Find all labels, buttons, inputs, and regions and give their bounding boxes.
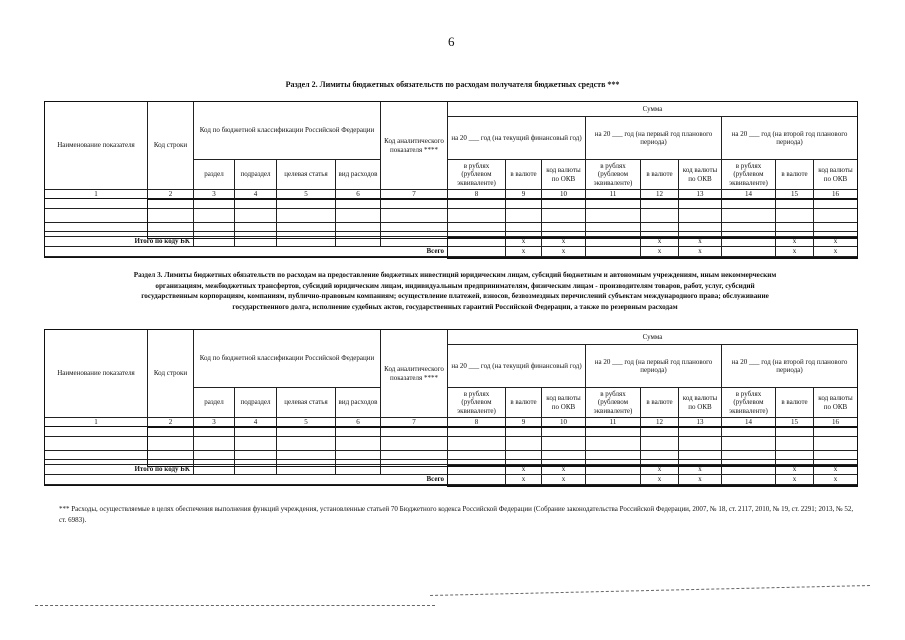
header-sum-sub: код валюты по ОКВ — [679, 160, 722, 190]
data-cell — [235, 465, 277, 475]
data-cell — [641, 209, 679, 223]
data-cell — [776, 437, 814, 451]
x-mark: x — [814, 475, 857, 485]
header-sum-sub: в рублях (рублевом эквиваленте) — [586, 388, 641, 418]
column-number: 6 — [336, 190, 381, 199]
data-cell — [448, 199, 506, 209]
data-cell — [381, 237, 448, 247]
header-sum-sub: код валюты по ОКВ — [679, 388, 722, 418]
header-bk-sub: вид расходов — [336, 388, 381, 418]
data-cell — [235, 437, 277, 451]
header-year: на 20 ___ год (на первый год планового периода) — [586, 345, 722, 388]
data-cell — [722, 209, 776, 223]
data-cell — [448, 237, 506, 247]
data-cell — [586, 451, 641, 460]
column-number: 13 — [679, 418, 722, 427]
header-year: на 20 ___ год (на второй год планового периода) — [722, 345, 857, 388]
header-analytic: Код аналитического показателя **** — [381, 330, 448, 418]
section-2-table — [44, 101, 858, 258]
data-cell — [776, 223, 814, 232]
data-cell — [148, 199, 194, 209]
data-cell — [542, 451, 586, 460]
x-mark: x — [506, 475, 542, 485]
data-cell — [506, 223, 542, 232]
total-bk-label: Итого по коду БК — [45, 465, 194, 475]
header-sum-sub: код валюты по ОКВ — [814, 160, 857, 190]
column-number: 12 — [641, 418, 679, 427]
data-cell — [776, 209, 814, 223]
data-cell — [336, 427, 381, 437]
header-sum-sub: код валюты по ОКВ — [542, 160, 586, 190]
column-number: 2 — [148, 190, 194, 199]
header-bk-sub: подраздел — [235, 388, 277, 418]
data-cell — [381, 199, 448, 209]
header-sum-sub: в рублях (рублевом эквиваленте) — [586, 160, 641, 190]
data-cell — [235, 427, 277, 437]
column-number: 6 — [336, 418, 381, 427]
data-cell — [336, 199, 381, 209]
header-name: Наименование показателя — [45, 102, 148, 190]
section-3-title-line: государственным корпорациям, компаниям, публично-правовым компаниям; осуществление платежей, взносов, безвозмездных перечислений субъектам международного права; обслуживание — [141, 292, 769, 300]
data-cell — [722, 223, 776, 232]
data-cell — [336, 237, 381, 247]
x-mark: x — [814, 237, 857, 247]
data-cell — [277, 465, 336, 475]
column-number: 4 — [235, 418, 277, 427]
data-cell — [45, 199, 148, 209]
x-mark: x — [641, 247, 679, 257]
x-mark: x — [641, 465, 679, 475]
data-cell — [448, 223, 506, 232]
total-all-label: Всего — [45, 475, 448, 485]
header-bk-sub: подраздел — [235, 160, 277, 190]
data-cell — [586, 247, 641, 257]
total-bk-label: Итого по коду БК — [45, 237, 194, 247]
data-cell — [45, 437, 148, 451]
data-cell — [679, 427, 722, 437]
x-mark: x — [679, 475, 722, 485]
data-cell — [448, 209, 506, 223]
column-number: 8 — [448, 190, 506, 199]
data-cell — [235, 451, 277, 460]
data-cell — [277, 209, 336, 223]
header-year: на 20 ___ год (на первый год планового периода) — [586, 117, 722, 160]
data-cell — [641, 451, 679, 460]
data-cell — [448, 437, 506, 451]
data-cell — [542, 223, 586, 232]
data-cell — [148, 451, 194, 460]
x-mark: x — [641, 237, 679, 247]
data-cell — [679, 209, 722, 223]
data-cell — [641, 223, 679, 232]
column-number: 14 — [722, 190, 776, 199]
data-cell — [506, 437, 542, 451]
data-cell — [148, 437, 194, 451]
data-cell — [235, 223, 277, 232]
data-cell — [448, 247, 506, 257]
data-cell — [722, 437, 776, 451]
data-cell — [722, 465, 776, 475]
header-year: на 20 ___ год (на текущий финансовый год) — [448, 345, 586, 388]
data-cell — [448, 475, 506, 485]
x-mark: x — [776, 475, 814, 485]
data-cell — [814, 209, 857, 223]
header-row-code: Код строки — [148, 102, 194, 190]
x-mark: x — [776, 247, 814, 257]
data-cell — [235, 209, 277, 223]
data-cell — [336, 465, 381, 475]
x-mark: x — [542, 247, 586, 257]
data-cell — [722, 427, 776, 437]
data-cell — [448, 451, 506, 460]
data-cell — [679, 199, 722, 209]
data-cell — [336, 437, 381, 451]
data-cell — [277, 451, 336, 460]
x-mark: x — [776, 465, 814, 475]
data-cell — [448, 465, 506, 475]
column-number: 10 — [542, 190, 586, 199]
data-cell — [506, 199, 542, 209]
data-cell — [679, 223, 722, 232]
data-cell — [586, 199, 641, 209]
data-cell — [586, 223, 641, 232]
data-cell — [542, 199, 586, 209]
header-year: на 20 ___ год (на текущий финансовый год) — [448, 117, 586, 160]
column-number: 12 — [641, 190, 679, 199]
data-cell — [722, 247, 776, 257]
header-sum-sub: в рублях (рублевом эквиваленте) — [448, 388, 506, 418]
column-number: 3 — [194, 190, 235, 199]
data-cell — [148, 427, 194, 437]
header-year: на 20 ___ год (на второй год планового периода) — [722, 117, 857, 160]
data-cell — [45, 209, 148, 223]
column-number: 10 — [542, 418, 586, 427]
x-mark: x — [679, 465, 722, 475]
header-bk: Код по бюджетной классификации Российской Федерации — [194, 102, 381, 160]
x-mark: x — [506, 237, 542, 247]
header-row-code: Код строки — [148, 330, 194, 418]
column-number: 11 — [586, 190, 641, 199]
data-cell — [814, 451, 857, 460]
data-cell — [679, 437, 722, 451]
data-cell — [277, 199, 336, 209]
data-cell — [194, 209, 235, 223]
data-cell — [641, 427, 679, 437]
data-cell — [814, 437, 857, 451]
data-cell — [336, 451, 381, 460]
column-number: 7 — [381, 418, 448, 427]
data-cell — [506, 427, 542, 437]
column-number: 5 — [277, 418, 336, 427]
section-3-title-line: организациям, межбюджетных трансфертов, субсидий юридическим лицам, индивидуальным предпринимателям, физическим лицам - производителям товаров, работ, услуг, субсидий — [155, 281, 755, 290]
section-3-table — [44, 329, 858, 486]
column-number: 13 — [679, 190, 722, 199]
header-sum: Сумма — [448, 102, 857, 117]
column-number: 16 — [814, 190, 857, 199]
header-bk-sub: вид расходов — [336, 160, 381, 190]
data-cell — [679, 451, 722, 460]
data-cell — [277, 223, 336, 232]
data-cell — [194, 427, 235, 437]
section-3-title-line: государственного долга, исполнение судебных актов, государственных гарантий Российской Федерации, а также по резервным расходам — [232, 302, 678, 311]
data-cell — [506, 451, 542, 460]
column-number: 8 — [448, 418, 506, 427]
column-number: 16 — [814, 418, 857, 427]
data-cell — [381, 437, 448, 451]
data-cell — [194, 237, 235, 247]
header-sum-sub: в валюте — [776, 160, 814, 190]
column-number: 14 — [722, 418, 776, 427]
data-cell — [722, 199, 776, 209]
column-number: 3 — [194, 418, 235, 427]
header-sum-sub: в рублях (рублевом эквиваленте) — [722, 160, 776, 190]
data-cell — [194, 437, 235, 451]
header-sum-sub: код валюты по ОКВ — [542, 388, 586, 418]
data-cell — [542, 427, 586, 437]
header-bk: Код по бюджетной классификации Российской Федерации — [194, 330, 381, 388]
scan-dash-line — [430, 585, 870, 596]
data-cell — [381, 223, 448, 232]
header-bk-sub: раздел — [194, 388, 235, 418]
data-cell — [45, 451, 148, 460]
x-mark: x — [542, 475, 586, 485]
data-cell — [194, 199, 235, 209]
header-name: Наименование показателя — [45, 330, 148, 418]
data-cell — [235, 199, 277, 209]
data-cell — [45, 427, 148, 437]
column-number: 2 — [148, 418, 194, 427]
data-cell — [381, 427, 448, 437]
x-mark: x — [641, 475, 679, 485]
data-cell — [45, 223, 148, 232]
data-cell — [277, 427, 336, 437]
x-mark: x — [542, 465, 586, 475]
header-sum-sub: в валюте — [641, 388, 679, 418]
data-cell — [542, 209, 586, 223]
header-sum-sub: в валюте — [641, 160, 679, 190]
data-cell — [542, 437, 586, 451]
data-cell — [722, 451, 776, 460]
header-bk-sub: целевая статья — [277, 388, 336, 418]
data-cell — [235, 237, 277, 247]
header-sum-sub: код валюты по ОКВ — [814, 388, 857, 418]
section-3-title — [55, 270, 855, 312]
header-bk-sub: целевая статья — [277, 160, 336, 190]
data-cell — [277, 237, 336, 247]
x-mark: x — [776, 237, 814, 247]
header-sum-sub: в валюте — [506, 388, 542, 418]
data-cell — [776, 451, 814, 460]
data-cell — [506, 209, 542, 223]
column-number: 15 — [776, 190, 814, 199]
data-cell — [586, 475, 641, 485]
data-cell — [336, 209, 381, 223]
x-mark: x — [814, 465, 857, 475]
section-3-title-line: Раздел 3. Лимиты бюджетных обязательств по расходам на предоставление бюджетных инвестиций юридическим лицам, субсидий бюджетным и автономным учреждениям, иным некоммерческим — [133, 271, 777, 279]
data-cell — [776, 199, 814, 209]
column-number: 1 — [45, 418, 148, 427]
column-number: 7 — [381, 190, 448, 199]
column-number: 1 — [45, 190, 148, 199]
data-cell — [194, 465, 235, 475]
data-cell — [641, 199, 679, 209]
data-cell — [814, 199, 857, 209]
header-sum-sub: в валюте — [776, 388, 814, 418]
header-sum-sub: в валюте — [506, 160, 542, 190]
data-cell — [381, 465, 448, 475]
column-number: 4 — [235, 190, 277, 199]
header-sum: Сумма — [448, 330, 857, 345]
column-number: 9 — [506, 418, 542, 427]
page-number: 6 — [448, 34, 455, 49]
data-cell — [722, 237, 776, 247]
data-cell — [586, 427, 641, 437]
data-cell — [586, 437, 641, 451]
header-bk-sub: раздел — [194, 160, 235, 190]
column-number: 15 — [776, 418, 814, 427]
data-cell — [148, 209, 194, 223]
data-cell — [148, 223, 194, 232]
data-cell — [586, 209, 641, 223]
x-mark: x — [506, 247, 542, 257]
x-mark: x — [506, 465, 542, 475]
x-mark: x — [679, 237, 722, 247]
data-cell — [814, 223, 857, 232]
data-cell — [586, 237, 641, 247]
footnote: *** Расходы, осуществляемые в целях обеспечения выполнения функций учреждения, установленные статьей 70 Бюджетного кодекса Российской Федерации (Собрание законодательства Российской Федерации, 2007, № 18, ст. 2117, 2010, № 19, ст. 2291; 2013, № 52, ст. 6983). — [59, 505, 854, 524]
data-cell — [194, 451, 235, 460]
header-sum-sub: в рублях (рублевом эквиваленте) — [722, 388, 776, 418]
header-analytic: Код аналитического показателя **** — [381, 102, 448, 190]
column-number: 5 — [277, 190, 336, 199]
scan-dash-line — [35, 605, 435, 606]
header-sum-sub: в рублях (рублевом эквиваленте) — [448, 160, 506, 190]
section-2-title: Раздел 2. Лимиты бюджетных обязательств по расходам получателя бюджетных средств *** — [285, 80, 620, 89]
data-cell — [194, 223, 235, 232]
total-all-label: Всего — [45, 247, 448, 257]
data-cell — [776, 427, 814, 437]
data-cell — [277, 437, 336, 451]
x-mark: x — [814, 247, 857, 257]
column-number: 11 — [586, 418, 641, 427]
data-cell — [722, 475, 776, 485]
data-cell — [381, 209, 448, 223]
data-cell — [586, 465, 641, 475]
x-mark: x — [679, 247, 722, 257]
column-number: 9 — [506, 190, 542, 199]
data-cell — [381, 451, 448, 460]
data-cell — [641, 437, 679, 451]
data-cell — [448, 427, 506, 437]
data-cell — [336, 223, 381, 232]
x-mark: x — [542, 237, 586, 247]
data-cell — [814, 427, 857, 437]
